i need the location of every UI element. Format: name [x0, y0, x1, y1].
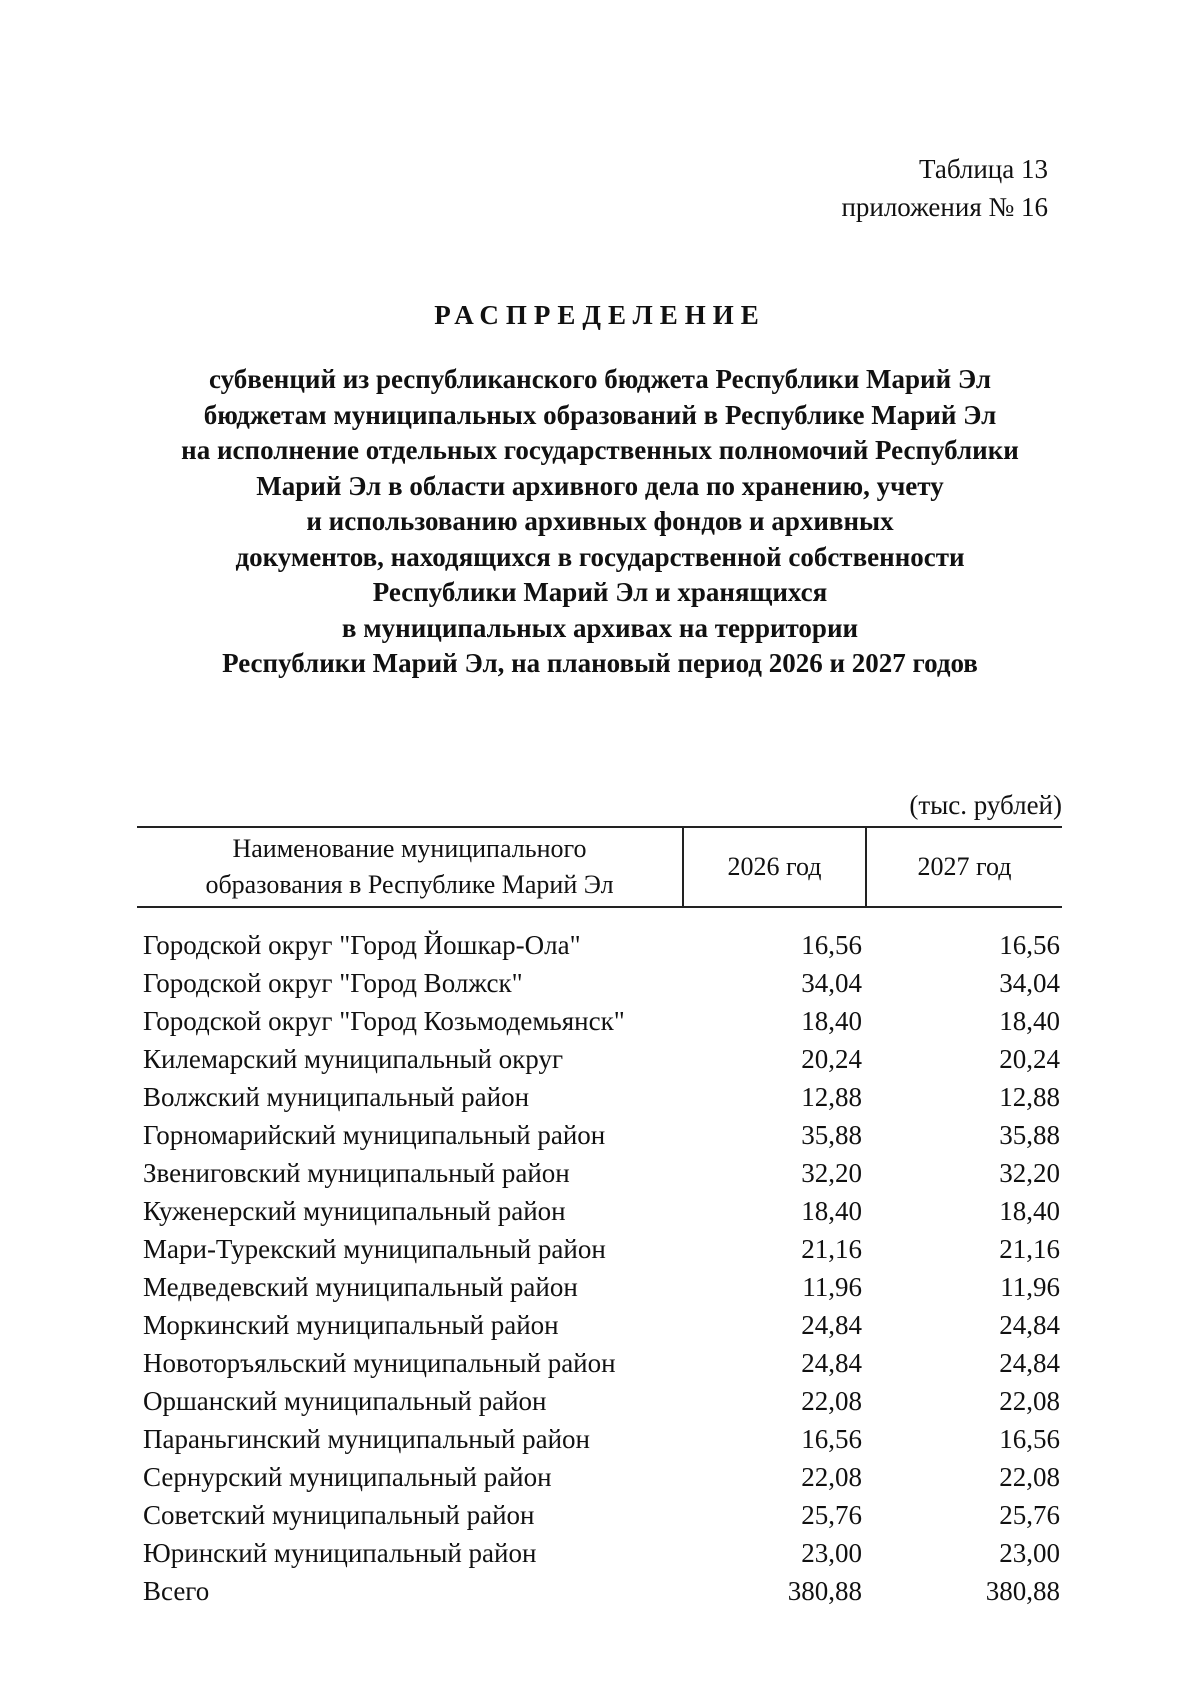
subtitle-line: и использованию архивных фондов и архивных — [306, 506, 894, 536]
subtitle-line: документов, находящихся в государственной собственности — [235, 541, 965, 572]
value-2027: 22,08 — [999, 1461, 1060, 1492]
table-row — [137, 1230, 1062, 1268]
table-row — [137, 1040, 1062, 1078]
total-row — [137, 1572, 1062, 1610]
table-row — [137, 1306, 1062, 1344]
subtitle-line: Республики Марий Эл и хранящихся — [372, 577, 828, 607]
distribution-table-wrapper — [137, 826, 1062, 1610]
municipality-name: Куженерский муниципальный район — [143, 1195, 566, 1226]
header-municipality-line1: Наименование муниципального — [232, 834, 587, 863]
municipality-name: Новоторъяльский муниципальный район — [143, 1347, 616, 1378]
header-2027: 2027 год — [866, 827, 1062, 907]
header-2026: 2026 год — [683, 827, 866, 907]
value-2026: 16,56 — [801, 1423, 862, 1454]
subtitle-line: Марий Эл в области архивного дела по хранению, учету — [256, 470, 944, 501]
subtitle-line: в муниципальных архивах на территории — [341, 612, 859, 643]
value-2027: 16,56 — [999, 1423, 1060, 1454]
value-2027: 21,16 — [999, 1233, 1060, 1264]
header-municipality — [137, 827, 683, 907]
table-reference — [841, 150, 1048, 226]
table-row — [137, 1078, 1062, 1116]
table-row — [137, 964, 1062, 1002]
table-body — [137, 907, 1062, 1610]
municipality-name: Медведевский муниципальный район — [143, 1271, 578, 1302]
value-2026: 18,40 — [801, 1195, 862, 1226]
value-2027: 32,20 — [999, 1157, 1060, 1188]
table-row — [137, 1420, 1062, 1458]
value-2026: 16,56 — [801, 929, 862, 960]
value-2026: 20,24 — [801, 1043, 862, 1074]
value-2027: 16,56 — [999, 929, 1060, 960]
table-row — [137, 1154, 1062, 1192]
table-row — [137, 1382, 1062, 1420]
value-2027: 18,40 — [999, 1195, 1060, 1226]
header-row — [137, 827, 1062, 907]
table-row — [137, 1534, 1062, 1572]
value-2027: 11,96 — [1000, 1271, 1060, 1302]
table-number: Таблица 13 — [919, 154, 1048, 184]
subtitle-line: Республики Марий Эл, на плановый период 2026 и 2027 годов — [222, 648, 978, 678]
table-row — [137, 1116, 1062, 1154]
municipality-name: Городской округ "Город Йошкар-Ола" — [143, 929, 581, 960]
municipality-name: Советский муниципальный район — [143, 1499, 535, 1530]
value-2026: 35,88 — [801, 1119, 862, 1150]
value-2027: 12,88 — [999, 1081, 1060, 1112]
distribution-table — [137, 826, 1062, 1610]
table-row — [137, 1192, 1062, 1230]
table-row — [137, 1002, 1062, 1040]
value-2027: 34,04 — [999, 967, 1060, 998]
municipality-name: Сернурский муниципальный район — [143, 1461, 552, 1492]
table-row — [137, 1458, 1062, 1496]
municipality-name: Всего — [143, 1575, 210, 1606]
value-2027: 18,40 — [999, 1005, 1060, 1036]
value-2026: 23,00 — [801, 1537, 862, 1568]
value-2026: 22,08 — [801, 1385, 862, 1416]
municipality-name: Городской округ "Город Козьмодемьянск" — [143, 1005, 625, 1036]
document-subtitle — [120, 362, 1080, 682]
table-row — [137, 926, 1062, 964]
table-header — [137, 827, 1062, 907]
units-label: (тыс. рублей) — [909, 790, 1062, 820]
table-row — [137, 1268, 1062, 1306]
value-2027: 24,84 — [999, 1347, 1060, 1378]
value-2027: 20,24 — [999, 1043, 1060, 1074]
municipality-name: Мари-Турекский муниципальный район — [143, 1233, 606, 1264]
subtitle-line: бюджетам муниципальных образований в Республике Марий Эл — [203, 399, 997, 430]
value-2027: 380,88 — [985, 1575, 1060, 1606]
value-2026: 22,08 — [801, 1461, 862, 1492]
value-2026: 24,84 — [801, 1347, 862, 1378]
municipality-name: Горномарийский муниципальный район — [143, 1119, 606, 1150]
appendix-number: приложения № 16 — [841, 192, 1048, 222]
municipality-name: Юринский муниципальный район — [143, 1537, 537, 1568]
municipality-name: Килемарский муниципальный округ — [143, 1043, 564, 1074]
value-2026: 380,88 — [787, 1575, 862, 1606]
value-2027: 25,76 — [999, 1499, 1060, 1530]
value-2026: 12,88 — [801, 1081, 862, 1112]
municipality-name: Моркинский муниципальный район — [143, 1309, 559, 1340]
table-row — [137, 1344, 1062, 1382]
subtitle-line: субвенций из республиканского бюджета Республики Марий Эл — [208, 364, 992, 394]
municipality-name: Параньгинский муниципальный район — [143, 1423, 590, 1454]
subtitle-line: на исполнение отдельных государственных полномочий Республики — [181, 435, 1019, 465]
value-2026: 34,04 — [801, 967, 862, 998]
header-spacer — [137, 907, 1062, 926]
municipality-name: Волжский муниципальный район — [143, 1081, 530, 1112]
value-2027: 24,84 — [999, 1309, 1060, 1340]
header-municipality-line2: образования в Республике Марий Эл — [205, 870, 614, 899]
municipality-name: Городской округ "Город Волжск" — [143, 967, 523, 998]
document-heading: РАСПРЕДЕЛЕНИЕ — [434, 300, 766, 330]
value-2026: 18,40 — [801, 1005, 862, 1036]
value-2026: 24,84 — [801, 1309, 862, 1340]
value-2027: 35,88 — [999, 1119, 1060, 1150]
value-2026: 11,96 — [802, 1271, 862, 1302]
municipality-name: Оршанский муниципальный район — [143, 1385, 547, 1416]
value-2026: 32,20 — [801, 1157, 862, 1188]
table-row — [137, 1496, 1062, 1534]
value-2026: 21,16 — [801, 1233, 862, 1264]
value-2027: 22,08 — [999, 1385, 1060, 1416]
value-2027: 23,00 — [999, 1537, 1060, 1568]
value-2026: 25,76 — [801, 1499, 862, 1530]
municipality-name: Звениговский муниципальный район — [143, 1157, 570, 1188]
